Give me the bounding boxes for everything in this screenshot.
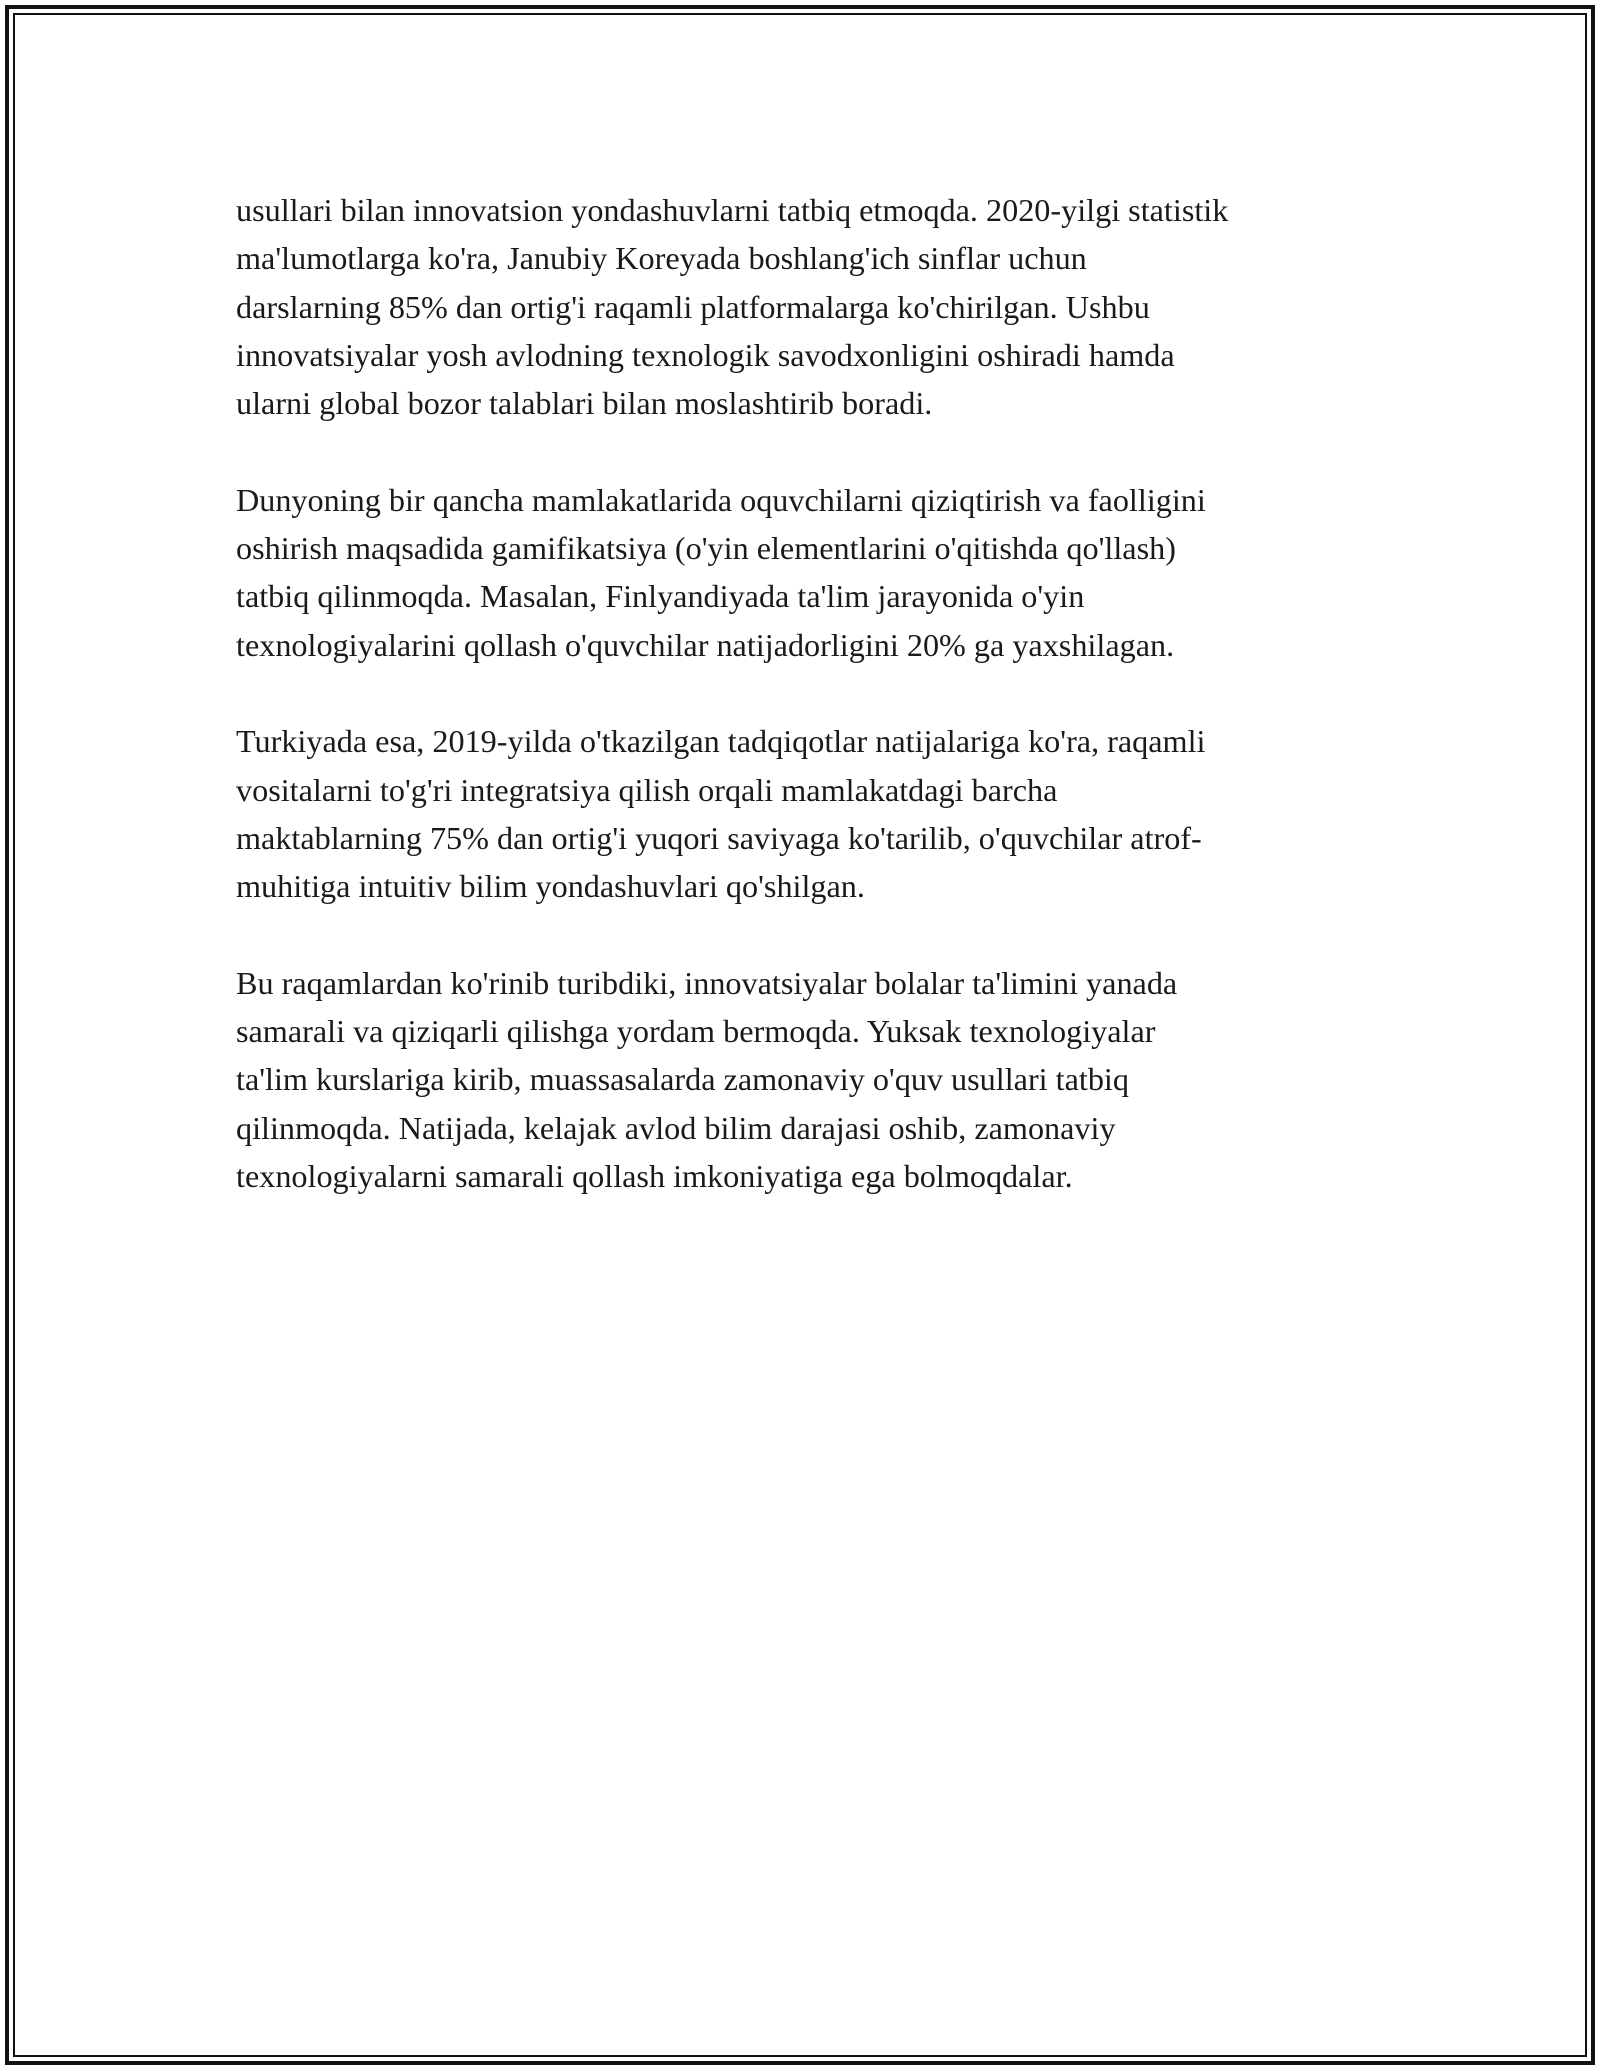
document-body [236, 186, 1386, 1249]
paragraph-turkey: Turkiyada esa, 2019-yilda o'tkazilgan tadqiqotlar natijalariga ko'ra, raqamli vositalarni to'g'ri integratsiya qilish orqali mamlakatdagi barcha maktablarning 75% dan ortig'i yuqori saviyaga ko'tarilib, o'quvchilar atrof- muhitiga intuitiv bilim yondashuvlari qo'shilgan. [236, 723, 1206, 905]
paragraph-finland: Dunyoning bir qancha mamlakatlarida oquvchilarni qiziqtirish va faolligini oshirish maqsadida gamifikatsiya (o'yin elementlarini o'qitishda qo'llash) tatbiq qilinmoqda. Masalan, Finlyandiyada ta'lim jarayonida o'yin texnologiyalarini qollash o'quvchilar natijadorligini 20% ga yaxshilagan. [236, 481, 1206, 663]
paragraph-korea: usullari bilan innovatsion yondashuvlarni tatbiq etmoqda. 2020-yilgi statistik ma'lumotlarga ko'ra, Janubiy Koreyada boshlang'ich sinflar uchun darslarning 85% dan ortig'i raqamli platformalarga ko'chirilgan. Ushbu innovatsiyalar yosh avlodning texnologik savodxonligini oshiradi hamda ularni global bozor talablari bilan moslashtirib boradi. [236, 192, 1229, 422]
paragraph-conclusion: Bu raqamlardan ko'rinib turibdiki, innovatsiyalar bolalar ta'limini yanada samarali va qiziqarli qilishga yordam bermoqda. Yuksak texnologiyalar ta'lim kurslariga kirib, muassasalarda zamonaviy o'quv usullari tatbiq qilinmoqda. Natijada, kelajak avlod bilim darajasi oshib, zamonaviy texnologiyalarni samarali qollash imkoniyatiga ega bolmoqdalar. [236, 964, 1178, 1194]
